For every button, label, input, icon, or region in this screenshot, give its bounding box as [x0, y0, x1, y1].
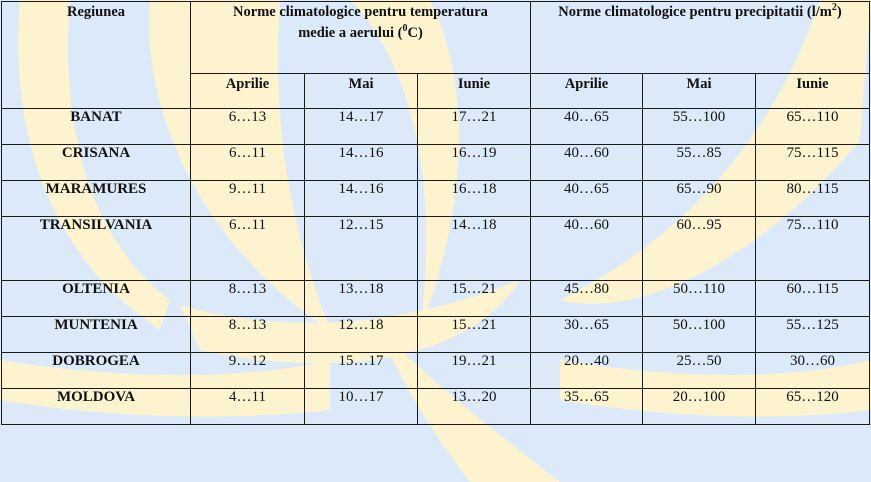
header-month: Iunie [418, 74, 531, 109]
temperature-cell: 9…11 [191, 181, 305, 217]
precipitation-cell: 60…115 [756, 281, 870, 317]
temperature-cell: 12…15 [305, 217, 418, 281]
header-precipitation-group: Norme climatologice pentru precipitatii $(l/m^2)$ [531, 2, 870, 74]
temperature-cell: 14…17 [305, 109, 418, 145]
precipitation-cell: 60…95 [643, 217, 756, 281]
precipitation-cell: 55…85 [643, 145, 756, 181]
table-row [2, 217, 870, 281]
precipitation-cell: 65…120 [756, 389, 870, 425]
temperature-cell: 14…16 [305, 181, 418, 217]
temperature-cell: 8…13 [191, 281, 305, 317]
temperature-cell: 16…18 [418, 181, 531, 217]
region-cell: MARAMURES [2, 181, 191, 217]
precipitation-cell: 40…60 [531, 145, 643, 181]
precipitation-cell: 75…110 [756, 217, 870, 281]
region-cell: TRANSILVANIA [2, 217, 191, 281]
temperature-cell: 19…21 [418, 353, 531, 389]
header-month: Mai [643, 74, 756, 109]
precipitation-cell: 65…110 [756, 109, 870, 145]
table-row [2, 317, 870, 353]
temperature-cell: 8…13 [191, 317, 305, 353]
temperature-cell: 6…11 [191, 145, 305, 181]
temperature-cell: 15…17 [305, 353, 418, 389]
temperature-cell: 14…16 [305, 145, 418, 181]
precipitation-cell: 30…60 [756, 353, 870, 389]
region-cell: BANAT [2, 109, 191, 145]
temperature-cell: 15…21 [418, 317, 531, 353]
temperature-cell: 17…21 [418, 109, 531, 145]
table-row [2, 181, 870, 217]
header-month: Mai [305, 74, 418, 109]
header-month: Aprilie [531, 74, 643, 109]
header-row-groups [2, 2, 870, 74]
precipitation-cell: 20…40 [531, 353, 643, 389]
header-month: Iunie [756, 74, 870, 109]
table-row [2, 281, 870, 317]
region-cell: CRISANA [2, 145, 191, 181]
temperature-cell: 6…11 [191, 217, 305, 281]
table-row [2, 145, 870, 181]
temperature-cell: 4…11 [191, 389, 305, 425]
header-temperature-group: Norme climatologice pentru temperatura medie a aerului ($^0$C) [191, 2, 531, 74]
temperature-cell: 13…18 [305, 281, 418, 317]
table-row [2, 353, 870, 389]
temperature-cell: 15…21 [418, 281, 531, 317]
header-region: Regiunea [2, 2, 191, 109]
climate-norms-table [1, 1, 870, 425]
temperature-cell: 13…20 [418, 389, 531, 425]
region-cell: MUNTENIA [2, 317, 191, 353]
precipitation-cell: 75…115 [756, 145, 870, 181]
temperature-cell: 10…17 [305, 389, 418, 425]
table-row [2, 109, 870, 145]
temperature-cell: 16…19 [418, 145, 531, 181]
precipitation-cell: 40…65 [531, 109, 643, 145]
region-cell: OLTENIA [2, 281, 191, 317]
temperature-cell: 6…13 [191, 109, 305, 145]
precipitation-cell: 65…90 [643, 181, 756, 217]
precipitation-cell: 40…60 [531, 217, 643, 281]
precipitation-cell: 45…80 [531, 281, 643, 317]
table-row [2, 389, 870, 425]
precipitation-cell: 25…50 [643, 353, 756, 389]
temperature-cell: 14…18 [418, 217, 531, 281]
precipitation-cell: 80…115 [756, 181, 870, 217]
region-cell: MOLDOVA [2, 389, 191, 425]
header-month: Aprilie [191, 74, 305, 109]
temperature-cell: 9…12 [191, 353, 305, 389]
precipitation-cell: 40…65 [531, 181, 643, 217]
temperature-cell: 12…18 [305, 317, 418, 353]
precipitation-cell: 35…65 [531, 389, 643, 425]
region-cell: DOBROGEA [2, 353, 191, 389]
precipitation-cell: 55…125 [756, 317, 870, 353]
precipitation-cell: 30…65 [531, 317, 643, 353]
precipitation-cell: 50…100 [643, 317, 756, 353]
precipitation-cell: 55…100 [643, 109, 756, 145]
precipitation-cell: 50…110 [643, 281, 756, 317]
precipitation-cell: 20…100 [643, 389, 756, 425]
